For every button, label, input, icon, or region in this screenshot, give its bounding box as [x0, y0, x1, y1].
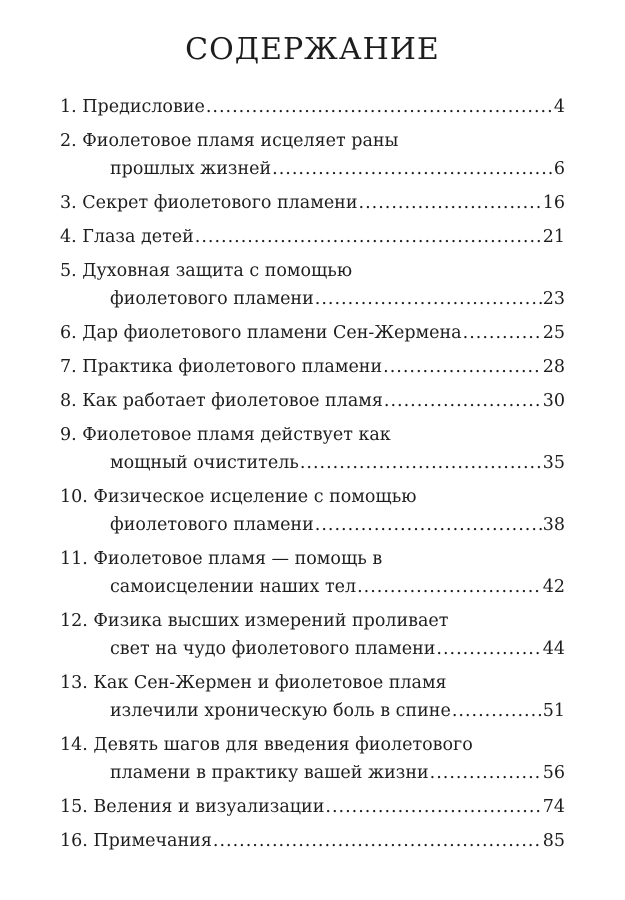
dot-leader — [383, 353, 542, 381]
toc-entry — [60, 387, 565, 415]
table-of-contents — [60, 93, 565, 855]
toc-entry-line — [60, 189, 565, 217]
toc-page-number: 56 — [542, 763, 565, 783]
toc-entry-line — [60, 387, 565, 415]
toc-entry-title: 6. Дар фиолетового пламени Сен-Жермена — [60, 323, 462, 343]
toc-entry-title: фиолетового пламени — [110, 289, 314, 309]
toc-entry-line — [60, 285, 565, 313]
toc-entry-line — [60, 449, 565, 477]
toc-entry-title: 3. Секрет фиолетового пламени — [60, 193, 358, 213]
dot-leader — [300, 449, 542, 477]
dot-leader — [357, 573, 542, 601]
toc-entry-title: 2. Фиолетовое пламя исцеляет раны — [60, 131, 399, 151]
toc-page-number: 21 — [542, 227, 565, 247]
toc-entry-title: 16. Примечания — [60, 831, 212, 851]
toc-page-number: 23 — [542, 289, 565, 309]
toc-entry-line — [60, 483, 565, 511]
toc-entry-line — [60, 511, 565, 539]
toc-entry-line — [60, 223, 565, 251]
toc-entry — [60, 353, 565, 381]
toc-entry — [60, 827, 565, 855]
toc-entry — [60, 731, 565, 787]
toc-entry-title: 10. Физическое исцеление с помощью — [60, 487, 417, 507]
dot-leader — [430, 759, 542, 787]
toc-entry-title: 8. Как работает фиолетовое пламя — [60, 391, 383, 411]
dot-leader — [463, 319, 542, 347]
toc-page-number: 6 — [553, 159, 565, 179]
toc-entry-line — [60, 697, 565, 725]
toc-entry — [60, 93, 565, 121]
toc-page-number: 35 — [542, 453, 565, 473]
toc-entry-line — [60, 127, 565, 155]
toc-page-number: 85 — [542, 831, 565, 851]
toc-entry-title: 15. Веления и визуализации — [60, 797, 325, 817]
toc-entry-line — [60, 93, 565, 121]
toc-entry — [60, 257, 565, 313]
toc-entry-line — [60, 545, 565, 573]
toc-entry-title: 14. Девять шагов для введения фиолетового — [60, 735, 473, 755]
dot-leader — [206, 93, 553, 121]
toc-entry — [60, 223, 565, 251]
toc-entry-title: излечили хроническую боль в спине — [110, 701, 451, 721]
dot-leader — [315, 285, 542, 313]
toc-entry-title: 1. Предисловие — [60, 97, 205, 117]
toc-entry-line — [60, 607, 565, 635]
toc-page-number: 42 — [542, 577, 565, 597]
toc-entry-title: 13. Как Сен-Жермен и фиолетовое пламя — [60, 673, 447, 693]
toc-entry-line — [60, 827, 565, 855]
toc-entry — [60, 669, 565, 725]
toc-entry — [60, 189, 565, 217]
toc-entry-line — [60, 635, 565, 663]
toc-entry-line — [60, 319, 565, 347]
toc-entry-title: фиолетового пламени — [110, 515, 314, 535]
toc-entry-title: 12. Физика высших измерений проливает — [60, 611, 449, 631]
toc-entry-title: свет на чудо фиолетового пламени — [110, 639, 436, 659]
toc-entry-title: пламени в практику вашей жизни — [110, 763, 429, 783]
toc-page-number: 4 — [553, 97, 565, 117]
toc-entry-title: самоисцелении наших тел — [110, 577, 357, 597]
toc-entry-title: 11. Фиолетовое пламя — помощь в — [60, 549, 383, 569]
dot-leader — [272, 155, 553, 183]
toc-entry-line — [60, 669, 565, 697]
toc-entry-line — [60, 155, 565, 183]
toc-page-number: 38 — [542, 515, 565, 535]
toc-entry-title: 9. Фиолетовое пламя действует как — [60, 425, 391, 445]
toc-page-number: 30 — [542, 391, 565, 411]
dot-leader — [384, 387, 542, 415]
toc-entry — [60, 319, 565, 347]
toc-page-number: 44 — [542, 639, 565, 659]
toc-entry-line — [60, 421, 565, 449]
toc-entry-line — [60, 573, 565, 601]
dot-leader — [195, 223, 542, 251]
dot-leader — [359, 189, 542, 217]
toc-page-number: 28 — [542, 357, 565, 377]
toc-entry-title: 7. Практика фиолетового пламени — [60, 357, 383, 377]
toc-entry-line — [60, 793, 565, 821]
page-title: СОДЕРЖАНИЕ — [185, 32, 440, 67]
dot-leader — [436, 635, 541, 663]
toc-page-number: 51 — [542, 701, 565, 721]
toc-page-number: 25 — [542, 323, 565, 343]
toc-entry — [60, 607, 565, 663]
toc-entry-title: 5. Духовная защита с помощью — [60, 261, 353, 281]
toc-entry — [60, 421, 565, 477]
dot-leader — [452, 697, 542, 725]
toc-entry-title: прошлых жизней — [110, 159, 272, 179]
toc-entry-title: мощный очиститель — [110, 453, 299, 473]
toc-page-number: 74 — [542, 797, 565, 817]
toc-entry — [60, 483, 565, 539]
toc-entry — [60, 793, 565, 821]
toc-entry-line — [60, 257, 565, 285]
dot-leader — [213, 827, 542, 855]
dot-leader — [315, 511, 542, 539]
toc-entry-line — [60, 353, 565, 381]
toc-entry-title: 4. Глаза детей — [60, 227, 194, 247]
toc-entry — [60, 545, 565, 601]
toc-entry-line — [60, 759, 565, 787]
toc-entry — [60, 127, 565, 183]
dot-leader — [325, 793, 541, 821]
toc-page-number: 16 — [542, 193, 565, 213]
toc-entry-line — [60, 731, 565, 759]
